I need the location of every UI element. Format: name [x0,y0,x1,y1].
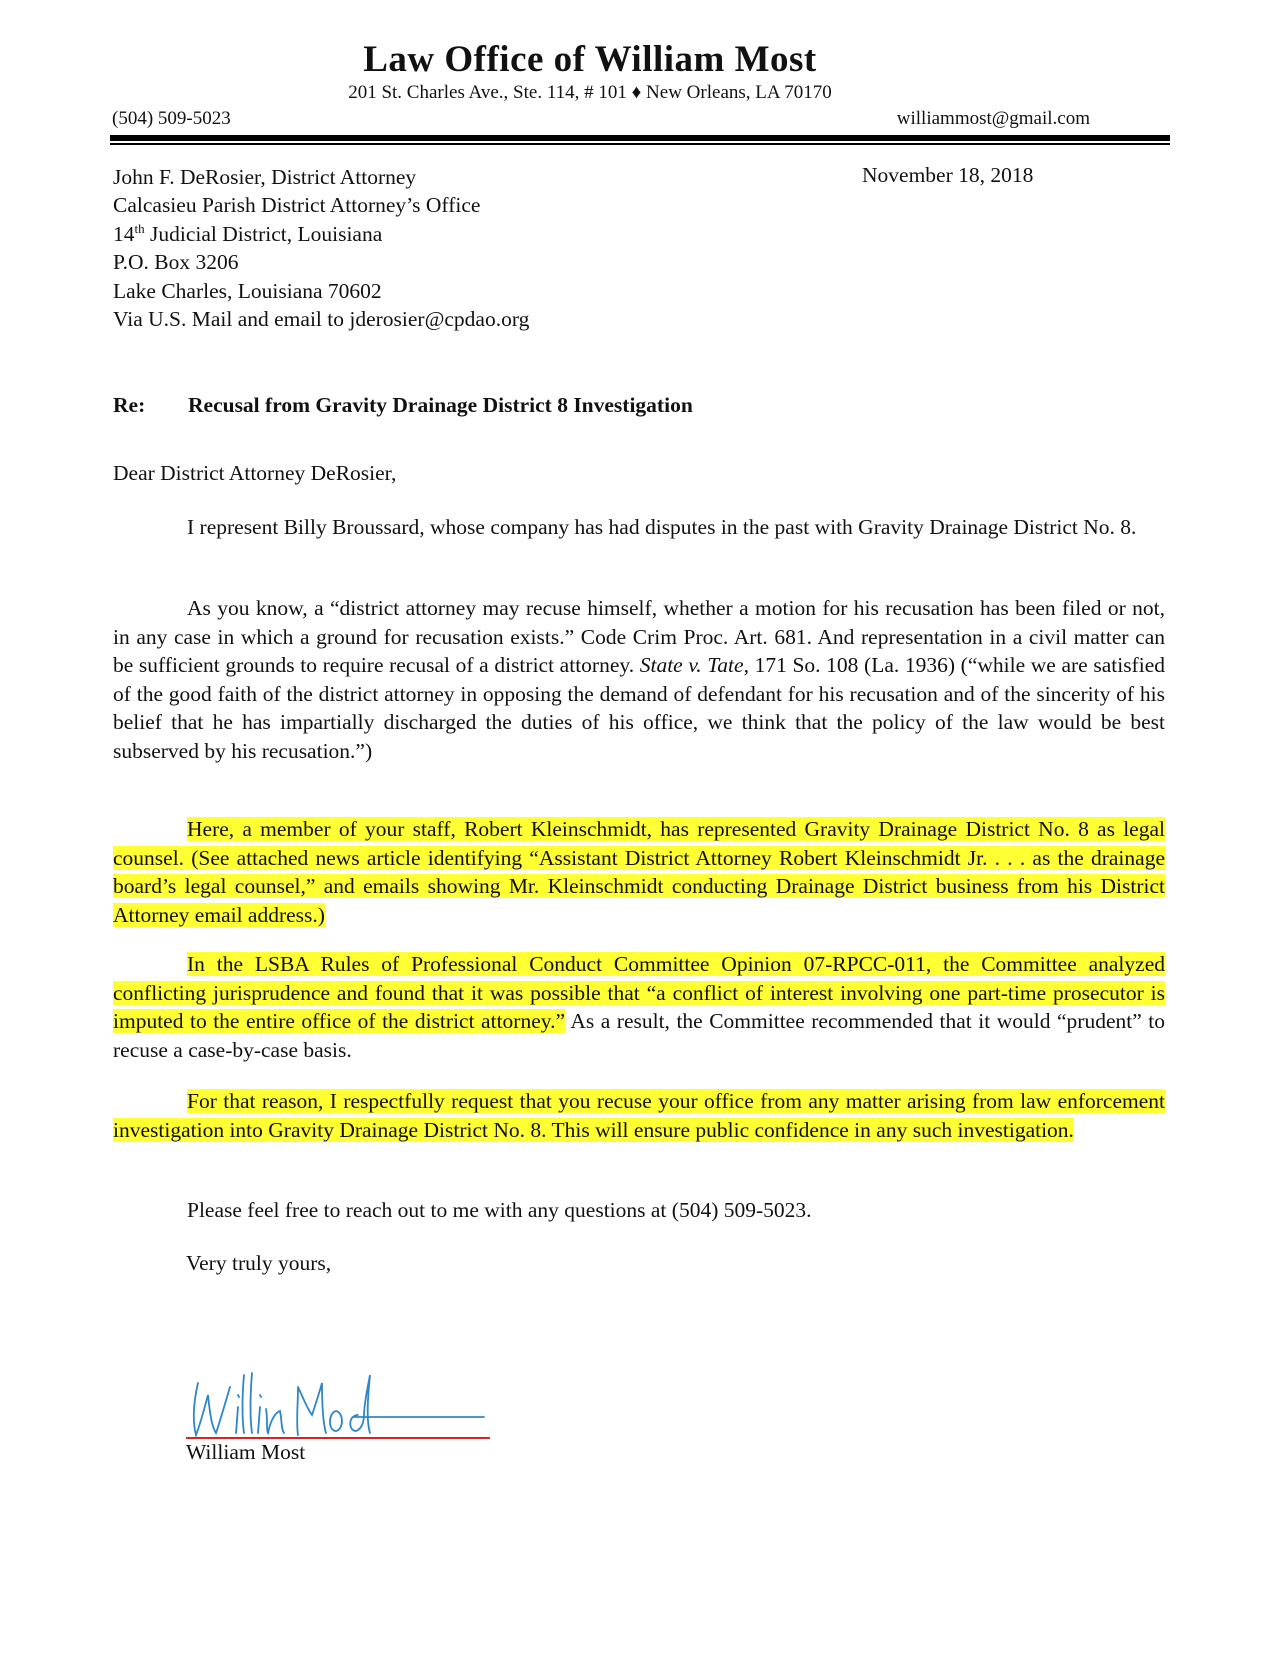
recipient-line: John F. DeRosier, District Attorney [113,165,417,189]
paragraph-1-text: I represent Billy Broussard, whose company has had disputes in the past with Gravity Drainage District No. 8. [187,515,1137,539]
subject-text: Recusal from Gravity Drainage District 8 Investigation [188,393,693,417]
paragraph-2-text: As you know, a “district attorney may recuse himself, whether a motion for his recusation has been filed or not, in any case in which a ground for recusation exists.” Code Crim Proc. Art. 681. And representation in a civil matter can be sufficient grounds to require recusal of a district attorney. [113,596,1165,678]
paragraph-5-highlighted: For that reason, I respectfully request that you recuse your office from any matter arising from law enforcement investigation into Gravity Drainage District No. 8. This will ensure public confidence in any such investigation. [113,1089,1165,1142]
district-text: Judicial District, Louisiana [144,221,383,246]
signature-stroke [194,1373,484,1435]
salutation: Dear District Attorney DeRosier, [113,461,397,485]
paragraph-3 [113,815,1165,929]
paragraph-3-highlighted: Here, a member of your staff, Robert Kleinschmidt, has represented Gravity Drainage District No. 8 as legal counsel. (See attached news article identifying “Assistant District Attorney Robert Kleinschmidt Jr. . . . as the drainage board’s legal counsel,” and emails showing Mr. Kleinschmidt conducting Drainage District business from his District Attorney email address.) [113,817,1165,927]
subject-label: Re: [113,393,146,417]
recipient-line [113,220,529,248]
paragraph-4 [113,950,1165,1064]
district-number: 14 [113,221,135,246]
case-citation: State v. Tate [639,653,744,678]
paragraph-5 [113,1087,1165,1144]
header-rule-thin [110,143,1170,145]
paragraph-2 [113,594,1165,766]
letterhead-title: Law Office of William Most [363,39,817,80]
paragraph-4-text: As a result, the Committee recommended that it would “prudent” to recuse a case-by-case basis. [113,1009,1165,1062]
signature-image [186,1365,496,1440]
recipient-line: Calcasieu Parish District Attorney’s Office [113,193,481,218]
letterhead-phone: (504) 509-5023 [112,108,231,129]
signature-line [186,1437,490,1439]
recipient-line: Lake Charles, Louisiana 70602 [113,278,382,303]
paragraph-4-highlighted: In the LSBA Rules of Professional Conduct Committee Opinion 07-RPCC-011, the Committee analyzed conflicting jurisprudence and found that it was possible that “a conflict of interest involving one part-time prosecutor is imputed to the entire office of the district attorney.” [113,952,1165,1034]
signature-name: William Most [186,1440,306,1464]
letter-date: November 18, 2018 [862,163,1034,187]
paragraph-1 [113,513,1165,542]
ordinal-suffix: th [134,220,145,236]
closing: Very truly yours, [186,1251,332,1275]
paragraph-6 [113,1196,1165,1225]
letterhead-email: williammost@gmail.com [896,108,1090,129]
recipient-line: P.O. Box 3206 [113,250,239,275]
recipient-line: Via U.S. Mail and email to jderosier@cpdao.org [113,307,530,332]
paragraph-6-text: Please feel free to reach out to me with any questions at (504) 509-5023. [187,1198,812,1222]
recipient-block [113,163,529,333]
letterhead-address: 201 St. Charles Ave., Ste. 114, # 101 ♦ New Orleans, LA 70170 [348,82,832,103]
header-rule-thick [110,135,1170,141]
paragraph-2-quote: , 171 So. 108 (La. 1936) (“while we are satisfied of the good faith of the district attorney in opposing the demand of defendant for his recusation and of the sincerity of his belief that he has impartially discharged the duties of his office, we think that the policy of the law would be best subserved by his recusation.”) [113,653,1165,763]
